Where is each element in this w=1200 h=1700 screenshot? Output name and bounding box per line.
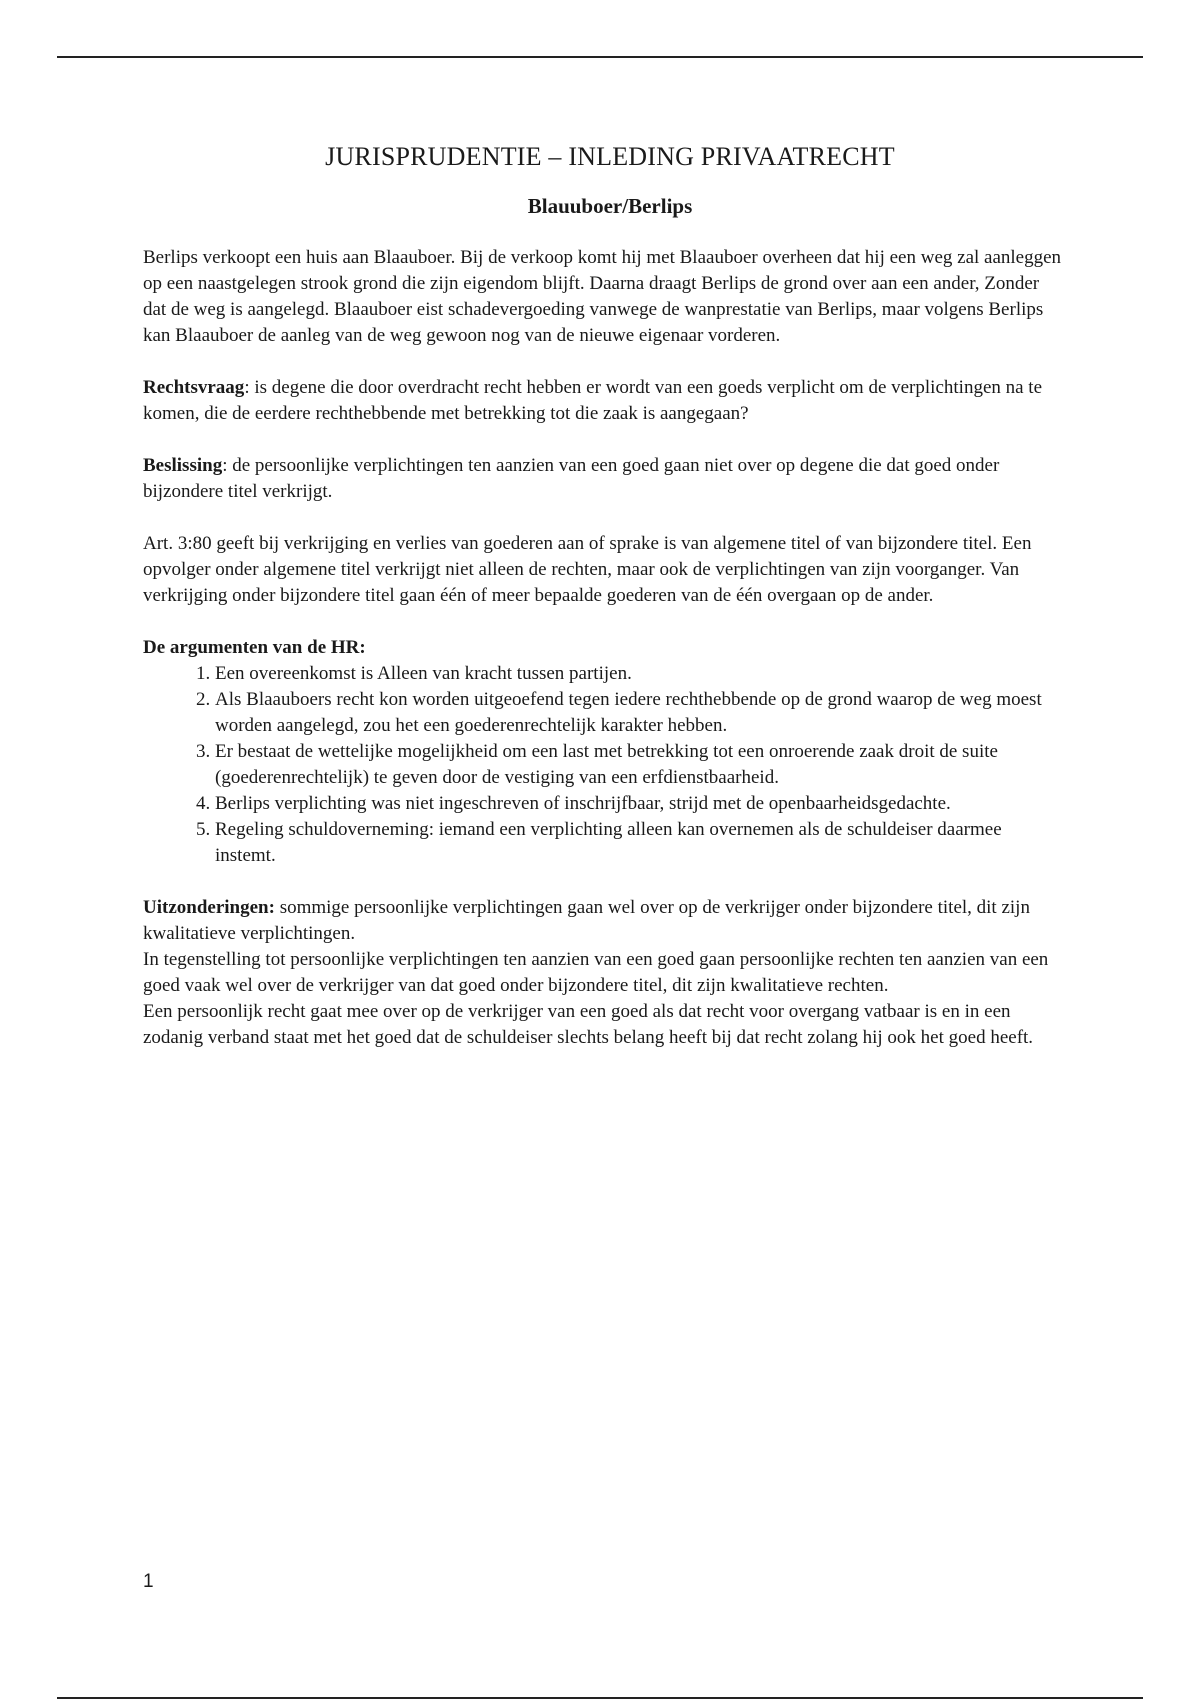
header-rule bbox=[57, 56, 1143, 58]
arguments-heading: De argumenten van de HR: bbox=[143, 637, 366, 658]
case-title: Blauuboer/Berlips bbox=[527, 194, 693, 218]
decision bbox=[143, 453, 1063, 505]
exceptions-text: sommige persoonlijke verplichtingen gaan wel over op de verkrijger onder bijzondere titel, dit zijn kwalitatieve verplichtingen. bbox=[143, 897, 1030, 944]
exceptions bbox=[143, 895, 1063, 947]
document-title: JURISPRUDENTIE – INLEDING PRIVAATRECHT bbox=[325, 142, 895, 171]
exceptions-personal-right: Een persoonlijk recht gaat mee over op de verkrijger van een goed als dat recht voor overgang vatbaar is en in een zodanig verband staat met het goed dat de schuldeiser slechts belang heeft bij dat recht zolang hij ook het goed heeft. bbox=[143, 1001, 1034, 1048]
document-body bbox=[143, 140, 1063, 1051]
decision-text: : de persoonlijke verplichtingen ten aanzien van een goed gaan niet over op degene die dat goed onder bijzondere titel verkrijgt. bbox=[143, 455, 1000, 502]
list-item: 1. Een overeenkomst is Alleen van kracht tussen partijen. bbox=[215, 661, 1063, 687]
list-item: 4. Berlips verplichting was niet ingeschreven of inschrijfbaar, strijd met de openbaarheidsgedachte. bbox=[215, 791, 1063, 817]
arguments-list bbox=[143, 661, 1063, 869]
legal-question-text: : is degene die door overdracht recht hebben er wordt van een goeds verplicht om de verplichtingen na te komen, die de eerdere rechthebbende met betrekking tot die zaak is aangegaan? bbox=[143, 377, 1043, 424]
legal-question bbox=[143, 375, 1063, 427]
legal-question-label: Rechtsvraag bbox=[143, 377, 245, 398]
page-number: 1 bbox=[143, 1571, 154, 1592]
exceptions-label: Uitzonderingen: bbox=[143, 897, 275, 918]
decision-label: Beslissing bbox=[143, 455, 223, 476]
article-explanation: Art. 3:80 geeft bij verkrijging en verlies van goederen aan of sprake is van algemene titel of van bijzondere titel. Een opvolger onder algemene titel verkrijgt niet alleen de rechten, maar ook de verplichtingen van zijn voorganger. Van verkrijging onder bijzondere titel gaan één of meer bepaalde goederen van de één overgaan op de ander. bbox=[143, 533, 1032, 606]
footer-rule bbox=[57, 1697, 1143, 1699]
list-item: 2. Als Blaauboers recht kon worden uitgeoefend tegen iedere rechthebbende op de grond waarop de weg moest worden aangelegd, zou het een goederenrechtelijk karakter hebben. bbox=[215, 687, 1063, 739]
case-facts: Berlips verkoopt een huis aan Blaauboer. Bij de verkoop komt hij met Blaauboer overheen dat hij een weg zal aanleggen op een naastgelegen strook grond die zijn eigendom blijft. Daarna draagt Berlips de grond over aan een ander, Zonder dat de weg is aangelegd. Blaauboer eist schadevergoeding vanwege de wanprestatie van Berlips, maar volgens Berlips kan Blaauboer de aanleg van de weg gewoon nog van de nieuwe eigenaar vorderen. bbox=[143, 247, 1062, 346]
list-item: 5. Regeling schuldoverneming: iemand een verplichting alleen kan overnemen als de schuldeiser daarmee instemt. bbox=[215, 817, 1063, 869]
list-item: 3. Er bestaat de wettelijke mogelijkheid om een last met betrekking tot een onroerende zaak droit de suite (goederenrechtelijk) te geven door de vestiging van een erfdienstbaarheid. bbox=[215, 739, 1063, 791]
exceptions-rights: In tegenstelling tot persoonlijke verplichtingen ten aanzien van een goed gaan persoonlijke rechten ten aanzien van een goed vaak wel over de verkrijger van dat goed onder bijzondere titel, dit zijn kwalitatieve rechten. bbox=[143, 949, 1049, 996]
